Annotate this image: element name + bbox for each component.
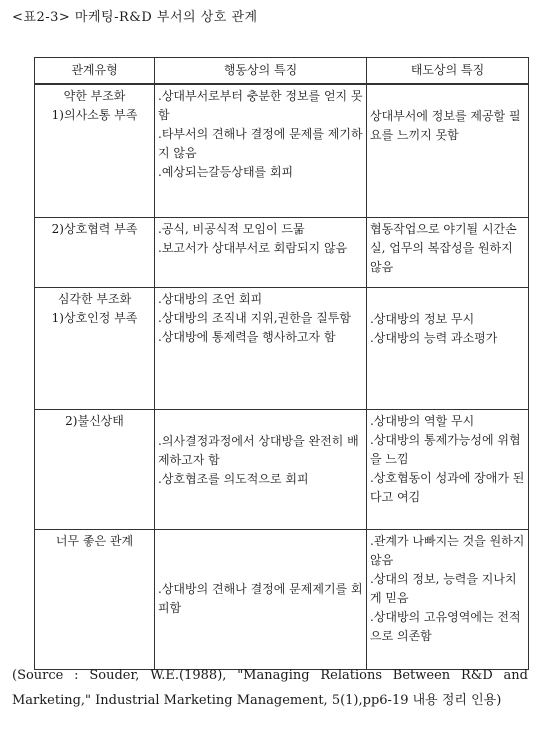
behavior-item: .타부서의 견해나 결정에 문제를 제기하지 않음	[158, 127, 363, 160]
relationship-type-cell	[35, 287, 155, 409]
header-relationship-type: 관계유형	[35, 58, 155, 85]
behavior-item: .예상되는갈등상태를 회피	[158, 165, 294, 179]
table-header-row	[35, 58, 529, 85]
attitude-item: .상대방의 능력 과소평가	[370, 330, 498, 345]
table-caption: <표2-3> 마케팅-R&D 부서의 상호 관계	[12, 10, 258, 25]
header-behavior: 행동상의 특징	[155, 58, 367, 85]
behavior-item: .상대방에 통제력을 행사하고자 함	[158, 329, 336, 344]
behavior-cell	[155, 409, 367, 529]
source-citation: (Source : Souder, W.E.(1988), "Managing Relations Between R&D and Marketing," Industrial Marketing Management, 5(1),pp6-19 내용 정리 인용)	[12, 668, 528, 708]
behavior-item: .상대방의 조언 회피	[158, 291, 263, 306]
behavior-item: .상대방의 견해나 결정에 문제제기를 회피함	[158, 582, 363, 615]
type-line: 약한 부조화	[63, 89, 126, 103]
behavior-item: .상대방의 조직내 지위,권한을 질투함	[158, 310, 351, 325]
table-row	[35, 287, 529, 409]
attitude-cell	[367, 409, 529, 529]
attitude-item: .상호협동이 성과에 장애가 된다고 여김	[370, 470, 525, 504]
attitude-cell	[367, 217, 529, 287]
behavior-cell	[155, 287, 367, 409]
header-attitude: 태도상의 특징	[367, 58, 529, 85]
behavior-cell	[155, 217, 367, 287]
behavior-item: .공식, 비공식적 모임이 드묾	[158, 221, 305, 236]
attitude-item: .상대방의 통제가능성에 위협을 느낌	[370, 432, 521, 466]
type-line: 1)상호인정 부족	[51, 310, 138, 325]
relationship-type-cell	[35, 409, 155, 529]
behavior-cell	[155, 84, 367, 217]
table-row	[35, 217, 529, 287]
attitude-item: 상대부서에 정보를 제공할 필요를 느끼지 못함	[370, 109, 521, 142]
relationship-type-cell	[35, 529, 155, 669]
behavior-item: .의사결정과정에서 상대방을 완전히 배제하고자 함	[158, 433, 359, 467]
relationship-type-cell	[35, 84, 155, 217]
type-line: 2)상호협력 부족	[51, 221, 138, 236]
table-row	[35, 84, 529, 217]
behavior-item: .보고서가 상대부서로 회람되지 않음	[158, 240, 348, 255]
relationship-table	[34, 57, 529, 670]
type-line: 1)의사소통 부족	[51, 108, 138, 122]
behavior-item: .상대부서로부터 충분한 정보를 얻지 못함	[158, 89, 363, 122]
attitude-item: .관계가 나빠지는 것을 원하지 않음	[370, 533, 525, 567]
relationship-type-cell	[35, 217, 155, 287]
attitude-item: 협동작업으로 야기될 시간손실, 업무의 복잡성을 원하지 않음	[370, 221, 517, 274]
behavior-cell	[155, 529, 367, 669]
type-line: 2)불신상태	[65, 413, 124, 428]
attitude-item: .상대의 정보, 능력을 지나치게 믿음	[370, 571, 517, 605]
attitude-cell	[367, 529, 529, 669]
attitude-item: .상대방의 정보 무시	[370, 311, 475, 326]
attitude-item: .상대방의 역할 무시	[370, 413, 475, 428]
table-row	[35, 529, 529, 669]
attitude-cell	[367, 287, 529, 409]
table-row	[35, 409, 529, 529]
type-line: 심각한 부조화	[57, 291, 132, 306]
type-line: 너무 좋은 관계	[55, 533, 134, 548]
behavior-item: .상호협조를 의도적으로 회피	[158, 471, 309, 486]
attitude-cell	[367, 84, 529, 217]
attitude-item: .상대방의 고유영역에는 전적으로 의존함	[370, 609, 521, 643]
